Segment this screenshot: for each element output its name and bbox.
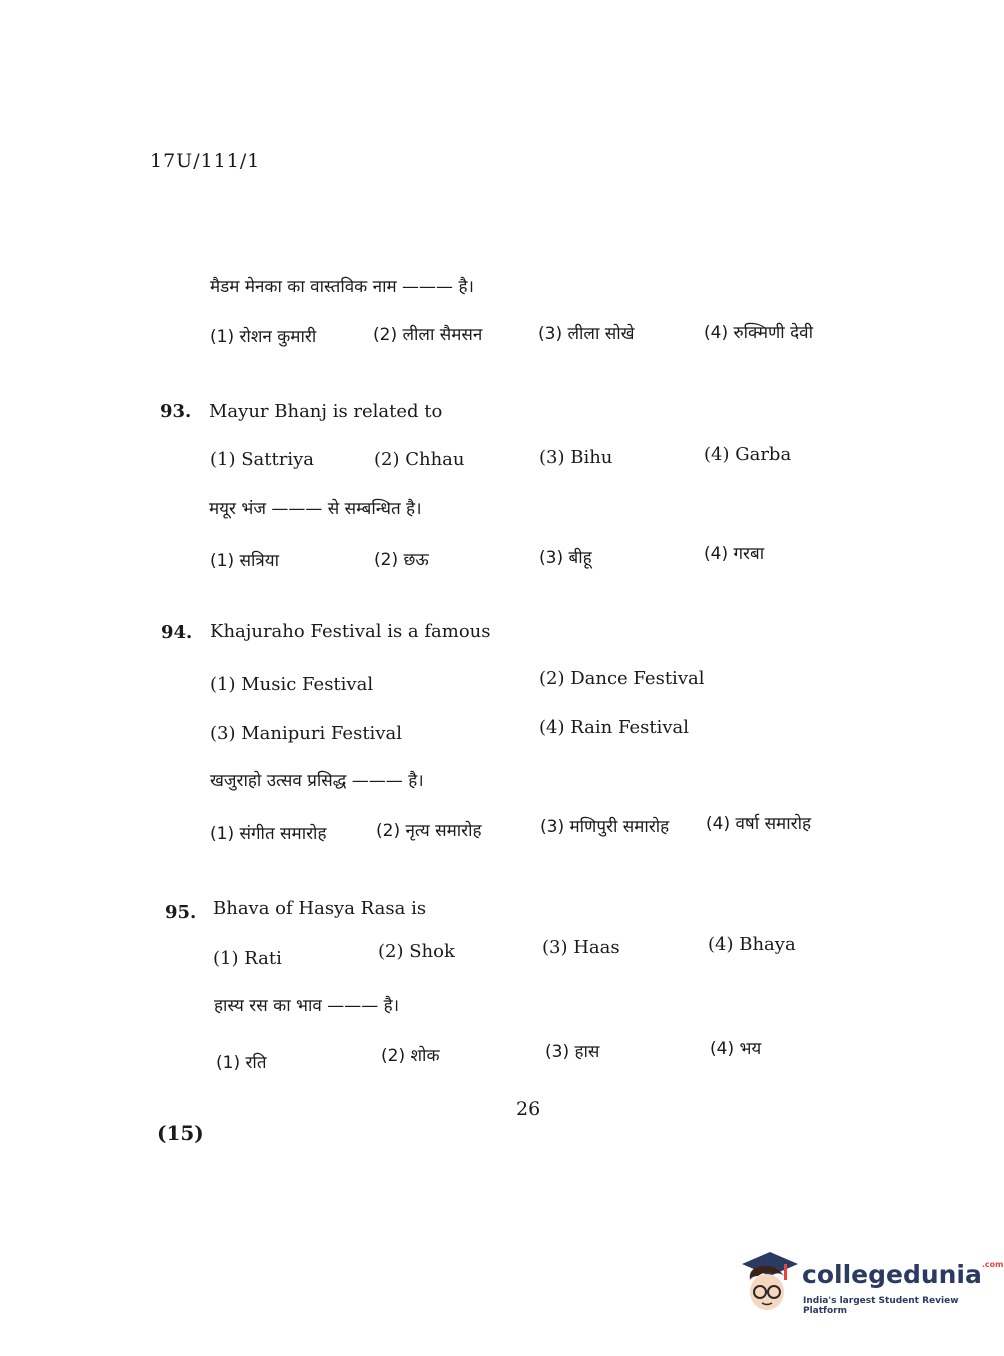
q93-option-3: (3) Bihu (539, 447, 613, 468)
q95-option-3: (3) Haas (542, 937, 620, 958)
q93-hindi-text: मयूर भंज ——— से सम्बन्धित है। (209, 499, 422, 519)
q93-question: Mayur Bhanj is related to (209, 401, 443, 422)
q93-option-4: (4) Garba (704, 444, 792, 465)
logo-tagline: India's largest Student Review Platform (803, 1296, 959, 1316)
q94-option-2: (2) Dance Festival (539, 668, 705, 689)
paper-code: 17U/111/1 (150, 150, 261, 172)
q95-hindi-option-3: (3) हास (545, 1042, 600, 1062)
q92-hindi-option-3: (3) लीला सोखे (538, 324, 635, 344)
q94-option-4: (4) Rain Festival (539, 717, 690, 738)
q92-hindi-text: मैडम मेनका का वास्तविक नाम ——— है। (210, 277, 474, 297)
q95-option-2: (2) Shok (378, 941, 455, 962)
q92-hindi-option-4: (4) रुक्मिणी देवी (704, 323, 813, 343)
q92-hindi-option-1: (1) रोशन कुमारी (210, 327, 317, 347)
q95-option-1: (1) Rati (213, 948, 282, 969)
q94-option-1: (1) Music Festival (210, 674, 374, 695)
mascot-icon (740, 1250, 800, 1314)
q94-question: Khajuraho Festival is a famous (210, 621, 491, 642)
page-number: 26 (516, 1098, 541, 1120)
logo-domain: .com (981, 1260, 1004, 1269)
q93-number: 93. (160, 401, 192, 422)
logo-brand-name (802, 1260, 1004, 1289)
q95-question: Bhava of Hasya Rasa is (213, 898, 427, 919)
q95-option-4: (4) Bhaya (708, 934, 796, 955)
q95-hindi-text: हास्य रस का भाव ——— है। (214, 996, 400, 1016)
q95-number: 95. (165, 902, 197, 923)
q94-hindi-option-2: (2) नृत्य समारोह (376, 821, 482, 841)
q94-hindi-option-4: (4) वर्षा समारोह (706, 814, 812, 834)
q92-hindi-option-2: (2) लीला सैमसन (373, 325, 483, 345)
q94-hindi-text: खजुराहो उत्सव प्रसिद्ध ——— है। (210, 771, 424, 791)
q94-hindi-option-3: (3) मणिपुरी समारोह (540, 817, 670, 837)
q95-hindi-option-2: (2) शोक (381, 1046, 440, 1066)
q93-hindi-option-2: (2) छऊ (374, 550, 429, 570)
q93-hindi-option-3: (3) बीहू (539, 548, 592, 568)
q95-hindi-option-4: (4) भय (710, 1039, 762, 1059)
logo-brand-text: collegedunia (802, 1260, 982, 1289)
q94-number: 94. (161, 622, 193, 643)
q93-hindi-option-4: (4) गरबा (704, 544, 765, 564)
q95-hindi-option-1: (1) रति (216, 1053, 267, 1073)
q93-option-2: (2) Chhau (374, 449, 465, 470)
q93-option-1: (1) Sattriya (210, 449, 315, 470)
q94-hindi-option-1: (1) संगीत समारोह (210, 824, 327, 844)
page-mark: (15) (157, 1121, 204, 1145)
q94-option-3: (3) Manipuri Festival (210, 723, 402, 744)
collegedunia-logo (740, 1248, 1004, 1318)
q93-hindi-option-1: (1) सत्रिया (210, 551, 280, 571)
